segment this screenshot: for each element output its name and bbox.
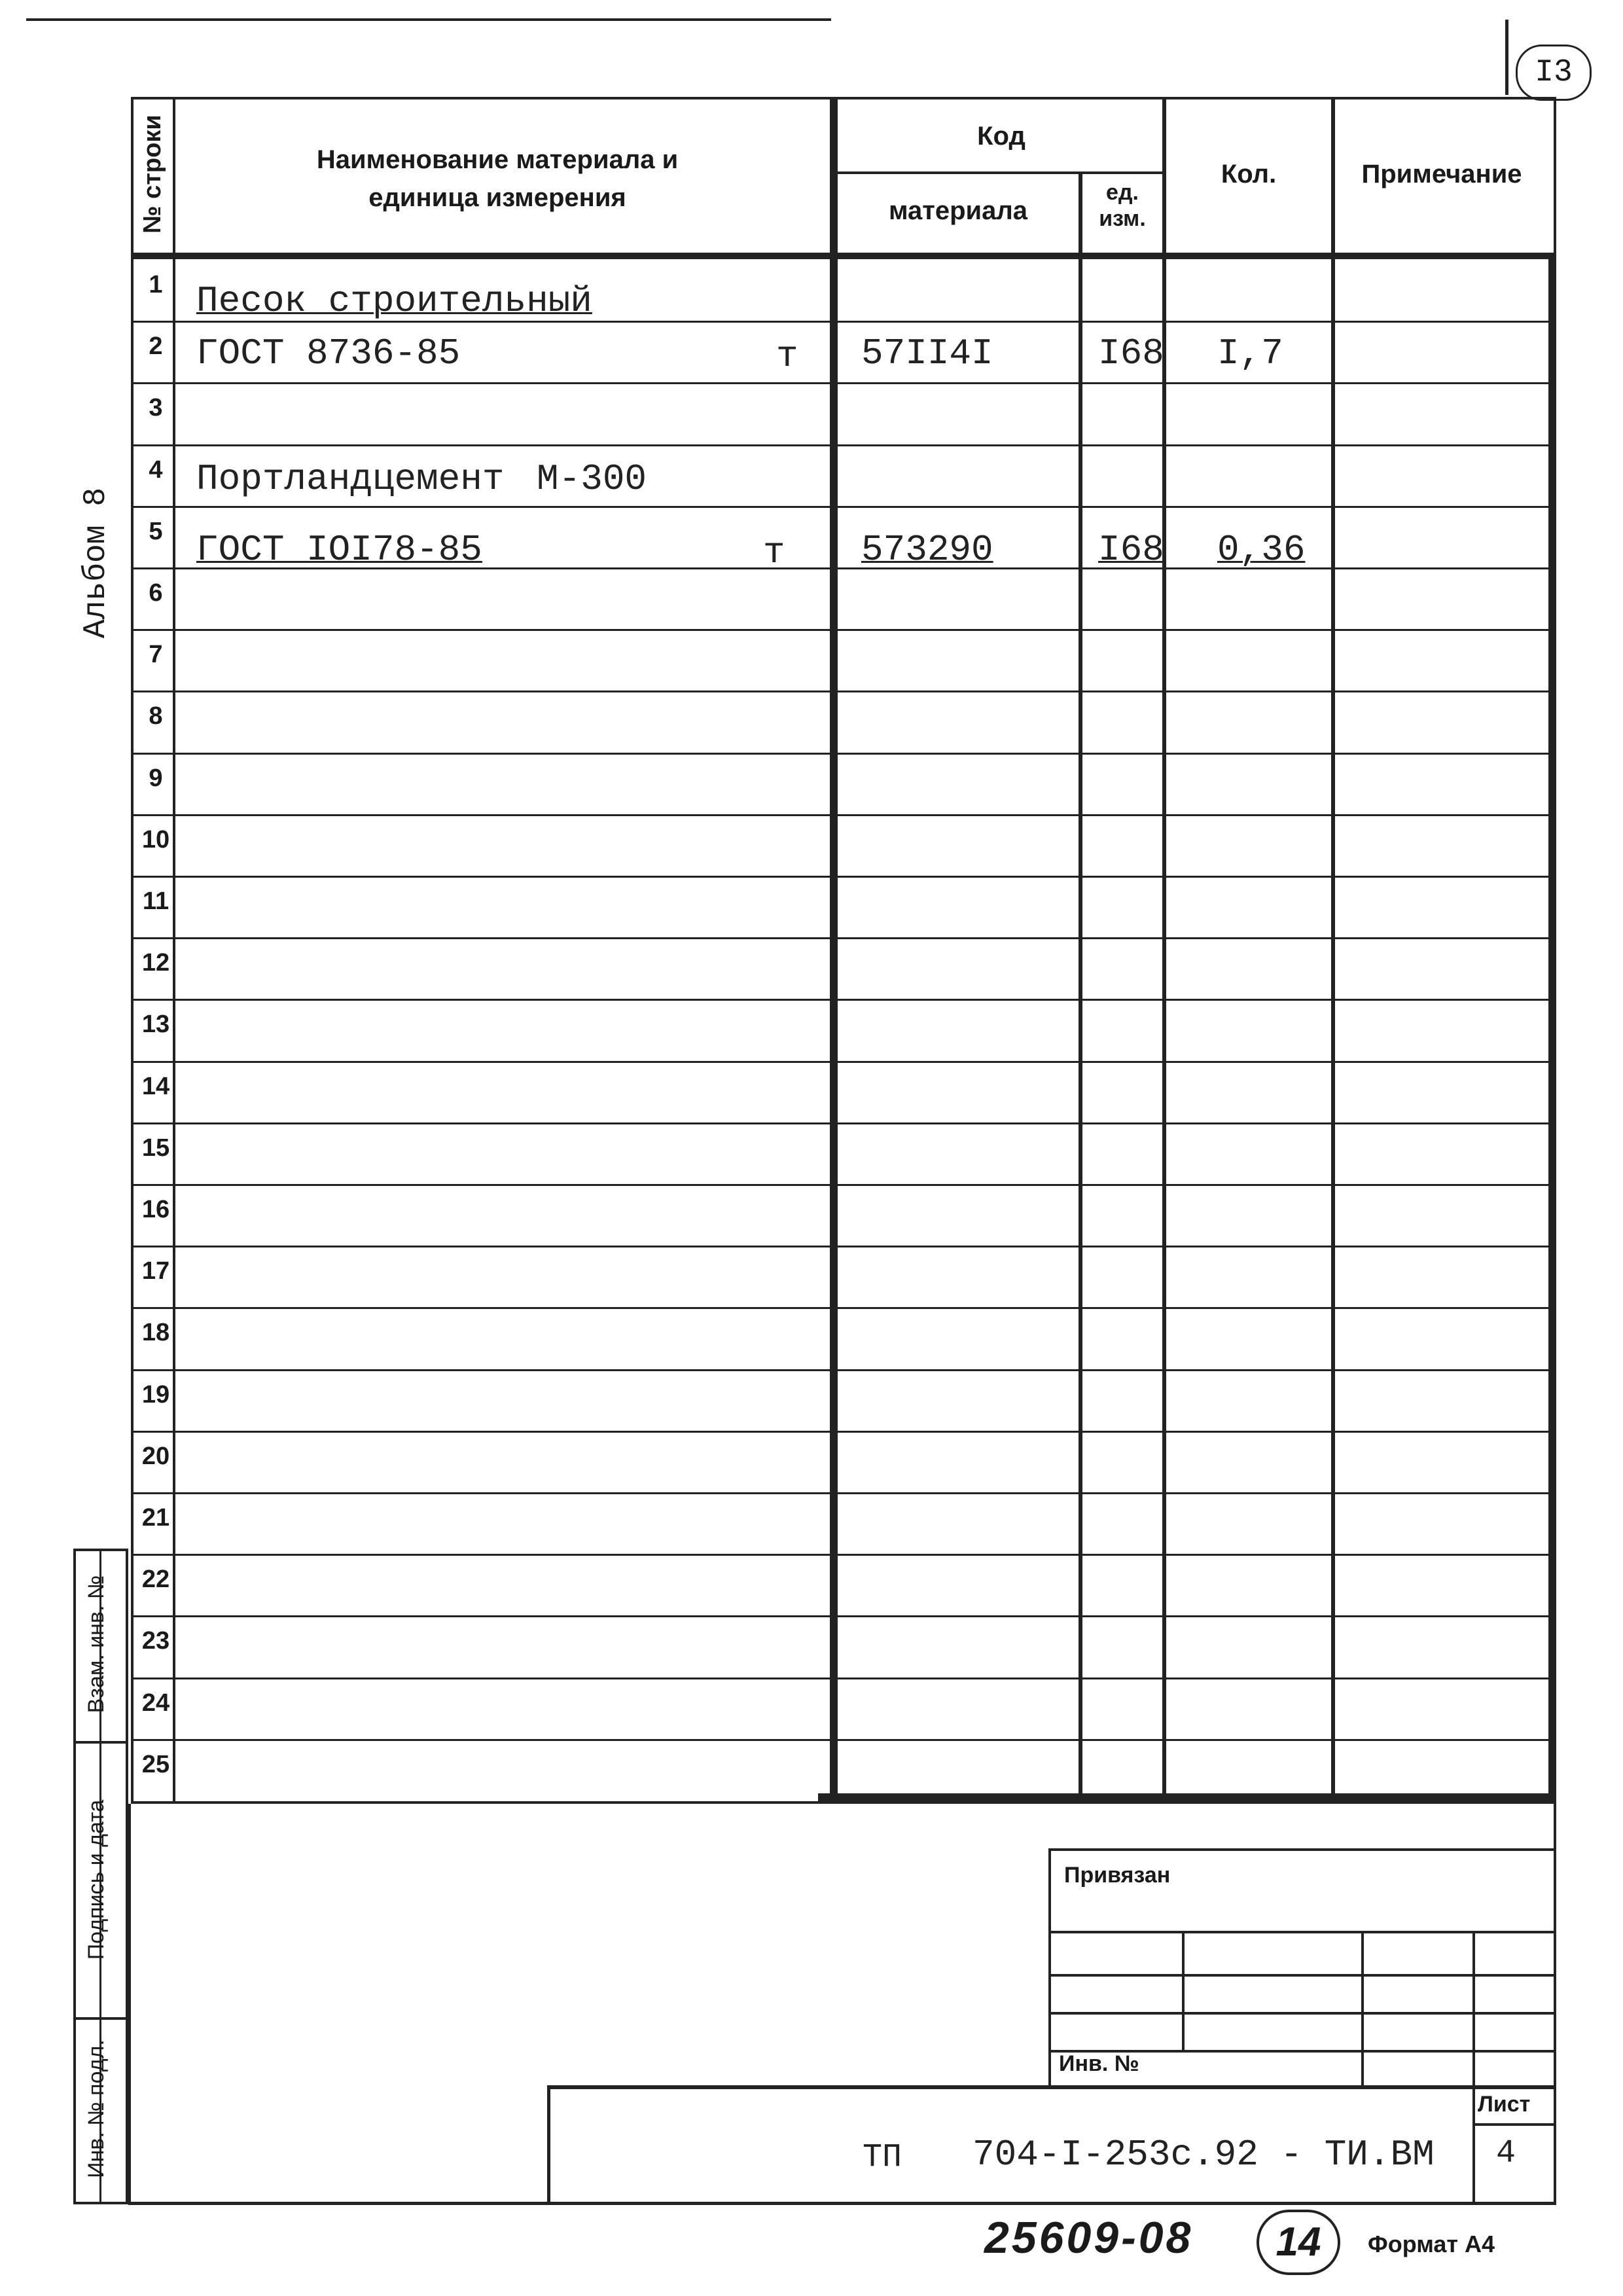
row-number: 22 [141, 1566, 170, 1593]
row2-code: 57II4I [861, 332, 993, 374]
row-line [131, 814, 1556, 816]
col-line-note [1331, 97, 1335, 1804]
attach-line3 [1048, 2012, 1556, 2015]
album-label: Альбом 8 [79, 487, 114, 639]
lower-frame-bottom [128, 2202, 1556, 2205]
col-line-code [830, 97, 838, 1804]
top-rule [26, 18, 831, 21]
row-number: 17 [141, 1257, 170, 1285]
col-line-unit [1079, 171, 1082, 1804]
row-line [131, 1369, 1556, 1371]
hdr-row-no: № строки [139, 115, 166, 234]
attach-vline1 [1182, 1931, 1185, 2053]
row-number: 21 [141, 1504, 170, 1532]
archive-number: 25609-08 [984, 2213, 1194, 2263]
row-line [131, 1739, 1556, 1741]
row-number: 1 [149, 271, 163, 298]
hdr-bottom-line [131, 253, 1556, 259]
row-number: 2 [149, 332, 163, 360]
row1-name: Песок строительный [196, 280, 592, 322]
page-number-badge: I3 [1516, 45, 1592, 101]
row5-qty: 0,36 [1217, 529, 1306, 571]
hdr-code: Код [977, 122, 1026, 151]
row-line [131, 1554, 1556, 1556]
hdr-code-sub-line [838, 171, 1165, 174]
sheet-cell-left [1472, 2085, 1475, 2204]
row5-unit-mark: т [763, 531, 785, 573]
row-number: 24 [141, 1689, 170, 1717]
row-line [131, 506, 1556, 508]
format-label: Формат А4 [1368, 2231, 1495, 2257]
hdr-unit: ед. изм. [1099, 180, 1146, 231]
row-line [131, 1431, 1556, 1433]
hdr-name: Наименование материала и единица измерения [316, 145, 679, 212]
doc-code: 704-I-253с.92 - ТИ.ВМ [972, 2134, 1435, 2176]
row-number: 25 [141, 1751, 170, 1778]
row-number: 15 [141, 1134, 170, 1162]
col-line-right-heavy [1548, 255, 1556, 1804]
side-stamp-div1 [73, 1741, 128, 1744]
row-number: 7 [149, 641, 163, 668]
row2-unit-mark: т [776, 335, 798, 377]
row-line [131, 1122, 1556, 1124]
row-line [131, 876, 1556, 878]
row4-grade: М-300 [537, 458, 647, 500]
attach-line1 [1048, 1931, 1556, 1933]
attach-vline2 [1361, 1931, 1364, 2088]
row-line [131, 1677, 1556, 1679]
row2-unit-code: I68 [1098, 332, 1164, 374]
badge-bar [1505, 20, 1508, 95]
row-line [131, 999, 1556, 1001]
row-number: 10 [141, 826, 170, 853]
row5-code: 573290 [861, 529, 993, 571]
row-line [131, 1061, 1556, 1063]
row5-name: ГОСТ IOI78-85 [196, 529, 482, 571]
hdr-note: Примечание [1361, 160, 1522, 188]
sheet-no: 4 [1496, 2135, 1516, 2172]
doc-prefix: ТП [863, 2139, 902, 2176]
circled-number: 14 [1257, 2210, 1340, 2275]
row-number: 8 [149, 702, 163, 730]
row-number: 20 [141, 1443, 170, 1470]
title-main-left [547, 2085, 550, 2204]
row-number: 19 [141, 1381, 170, 1408]
row4-name: Портландцемент [196, 458, 505, 500]
inv-no-label: Инв. № [1059, 2051, 1139, 2076]
row-number: 18 [141, 1319, 170, 1346]
title-main-top [547, 2085, 1556, 2089]
row-number: 3 [149, 394, 163, 422]
row2-name: ГОСТ 8736-85 [196, 332, 461, 374]
row-line [131, 1615, 1556, 1617]
lower-frame-left [128, 1804, 131, 2204]
row-number: 13 [141, 1011, 170, 1038]
row2-qty: I,7 [1217, 332, 1283, 374]
sheet-cell-div [1472, 2123, 1556, 2126]
side-replace-inv: Взам. инв. № [84, 1575, 109, 1713]
row-line [131, 1492, 1556, 1494]
table-bottom-heavy [818, 1793, 1556, 1801]
row-line [131, 1184, 1556, 1186]
row5-unit-code: I68 [1098, 529, 1164, 571]
row-number: 11 [142, 888, 169, 915]
attach-vline3 [1472, 1931, 1475, 2088]
row-line [131, 629, 1556, 631]
row-line [131, 937, 1556, 939]
side-signature-date: Подпись и дата [84, 1799, 109, 1960]
row-number: 14 [141, 1073, 170, 1100]
row-number: 12 [141, 949, 170, 977]
row-number: 4 [149, 456, 163, 484]
row-line [131, 1307, 1556, 1309]
side-stamp-div2 [73, 2017, 128, 2020]
row-line [131, 444, 1556, 446]
row-line [131, 1246, 1556, 1247]
hdr-qty: Кол. [1221, 160, 1277, 188]
row-number: 16 [141, 1196, 170, 1223]
hdr-material: материала [888, 196, 1028, 225]
row-line [131, 753, 1556, 755]
row-number: 6 [149, 579, 163, 607]
side-inv-orig: Инв. № подл. [84, 2039, 109, 2178]
row-line [131, 691, 1556, 692]
row-number: 9 [149, 764, 163, 792]
row-number: 23 [141, 1627, 170, 1655]
row-line [131, 382, 1556, 384]
attached-label: Привязан [1064, 1863, 1171, 1888]
row-number: 5 [149, 518, 163, 545]
attach-line2 [1048, 1974, 1556, 1977]
sheet-label: Лист [1478, 2092, 1531, 2117]
